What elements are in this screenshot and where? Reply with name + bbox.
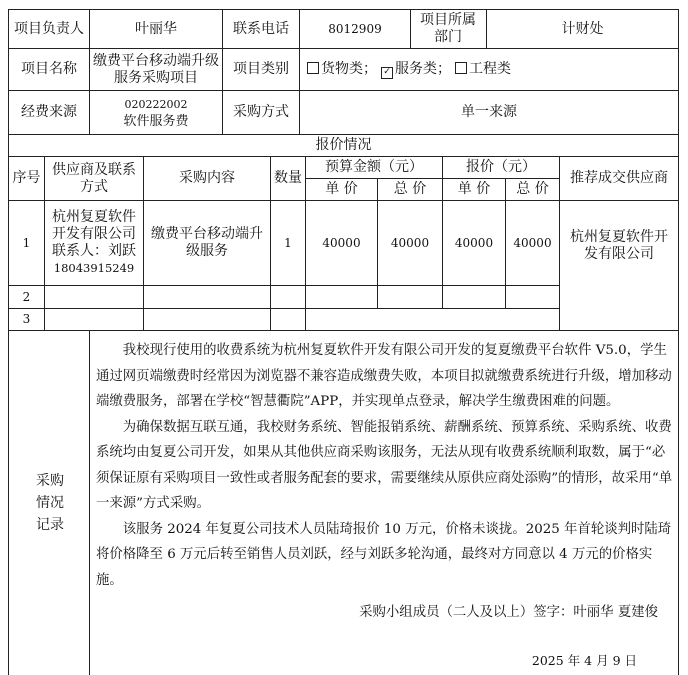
fund-name: 软件服务费	[123, 113, 189, 129]
row-1-qty: 1	[284, 235, 292, 250]
purchase-method-value: 单一来源	[461, 104, 517, 120]
manager-label: 项目负责人	[14, 20, 84, 37]
row-1-budget-unit: 40000	[322, 235, 361, 250]
project-name-label: 项目名称	[21, 61, 77, 77]
row-divider	[8, 308, 559, 309]
project-name-value: 缴费平台移动端升级服务采购项目	[93, 52, 219, 86]
row-divider	[8, 285, 559, 286]
header-quote-unit: 单 价	[457, 181, 491, 197]
supplier-contact: 联系人：刘跃	[52, 243, 136, 259]
type-option-service	[381, 61, 451, 79]
row-1-supplier	[45, 201, 143, 285]
header-budget-unit: 单 价	[325, 181, 358, 197]
fund-source-value	[90, 91, 222, 134]
row-1-budget-total: 40000	[390, 235, 430, 250]
header-quote: 报价（元）	[466, 159, 536, 175]
fund-source-label: 经费来源	[21, 104, 77, 120]
header-recommend: 推荐成交供应商	[570, 170, 668, 186]
row-1-quote-total: 40000	[513, 235, 552, 250]
checkbox-icon	[307, 62, 319, 74]
supplier-phone: 18043915249	[53, 261, 135, 275]
header-qty: 数量	[274, 170, 302, 186]
record-label: 采购情况记录	[36, 473, 64, 533]
col-divider	[410, 9, 411, 48]
header-supplier: 供应商及联系方式	[52, 161, 136, 195]
header-seq: 序号	[12, 170, 41, 186]
quote-section-title: 报价情况	[315, 137, 372, 153]
supplier-name: 杭州复夏软件开发有限公司	[52, 209, 136, 242]
record-paragraph: 我校现行使用的收费系统为杭州复夏软件开发有限公司开发的复夏缴费平台软件 V5.0，学生通过网页端缴费时经常因为浏览器不兼容造成缴费失败，本项目拟就缴费系统进行升级，增加移动端缴费服务，部署在学校“智慧衢院”APP，并实现单点登录，解决学生缴费困难的问题。	[96, 343, 672, 409]
phone-value: 8012909	[328, 21, 382, 36]
signature-line: 采购小组成员（二人及以上）签字：叶丽华 夏建俊	[359, 605, 658, 620]
dept-value: 计财处	[561, 20, 604, 37]
col-divider	[89, 330, 90, 675]
type-option-label: 工程类	[469, 61, 511, 77]
record-paragraph: 该服务 2024 年复夏公司技术人员陆琦报价 10 万元，价格未谈拢。2025 年首轮谈判时陆琦将价格降至 6 万元后转至销售人员刘跃，经与刘跃多轮沟通，最终对方同意以 4 万元的价格实施。	[96, 521, 672, 588]
header-content: 采购内容	[179, 170, 235, 186]
purchase-method-label: 采购方式	[233, 104, 289, 120]
row-3-seq: 3	[22, 312, 31, 326]
row-divider	[8, 330, 679, 331]
type-option-label: 服务类；	[395, 60, 451, 77]
record-paragraph: 为确保数据互联互通，我校财务系统、智能报销系统、薪酬系统、预算系统、采购系统、收费系统均由复夏公司开发，如果从其他供应商采购该服务，无法从现有收费系统顺利取数，属于“必须保证原有采购项目一致性或者服务配套的要求，需要继续从原供应商处添购”的情形，故采用“单一来源”方式采购。	[96, 419, 673, 511]
manager-value: 叶丽华	[135, 20, 177, 37]
type-option-label: 货物类；	[321, 61, 377, 77]
record-text	[96, 338, 678, 593]
project-type-options	[305, 49, 675, 90]
recommended-supplier: 杭州复夏软件开发有限公司	[570, 229, 668, 262]
fund-code: 020222002	[124, 97, 188, 111]
header-quote-total: 总 价	[516, 181, 549, 197]
row-1-content: 缴费平台移动端升级服务	[151, 226, 263, 259]
record-date: 2025 年 4 月 9 日	[531, 653, 637, 668]
table-border-right	[678, 9, 679, 675]
header-budget: 预算金额（元）	[325, 159, 423, 175]
row-1-quote-unit: 40000	[454, 235, 494, 250]
checkbox-icon	[455, 62, 467, 74]
dept-label: 项目所属部门	[420, 12, 476, 45]
row-1-seq: 1	[22, 235, 31, 250]
checkbox-checked-icon: ✓	[381, 67, 393, 79]
project-type-label: 项目类别	[233, 61, 289, 77]
row-2-seq: 2	[22, 289, 31, 304]
phone-label: 联系电话	[233, 20, 289, 37]
type-option-goods	[307, 61, 377, 78]
type-option-engineering	[455, 61, 511, 78]
header-budget-total: 总 价	[393, 181, 427, 197]
